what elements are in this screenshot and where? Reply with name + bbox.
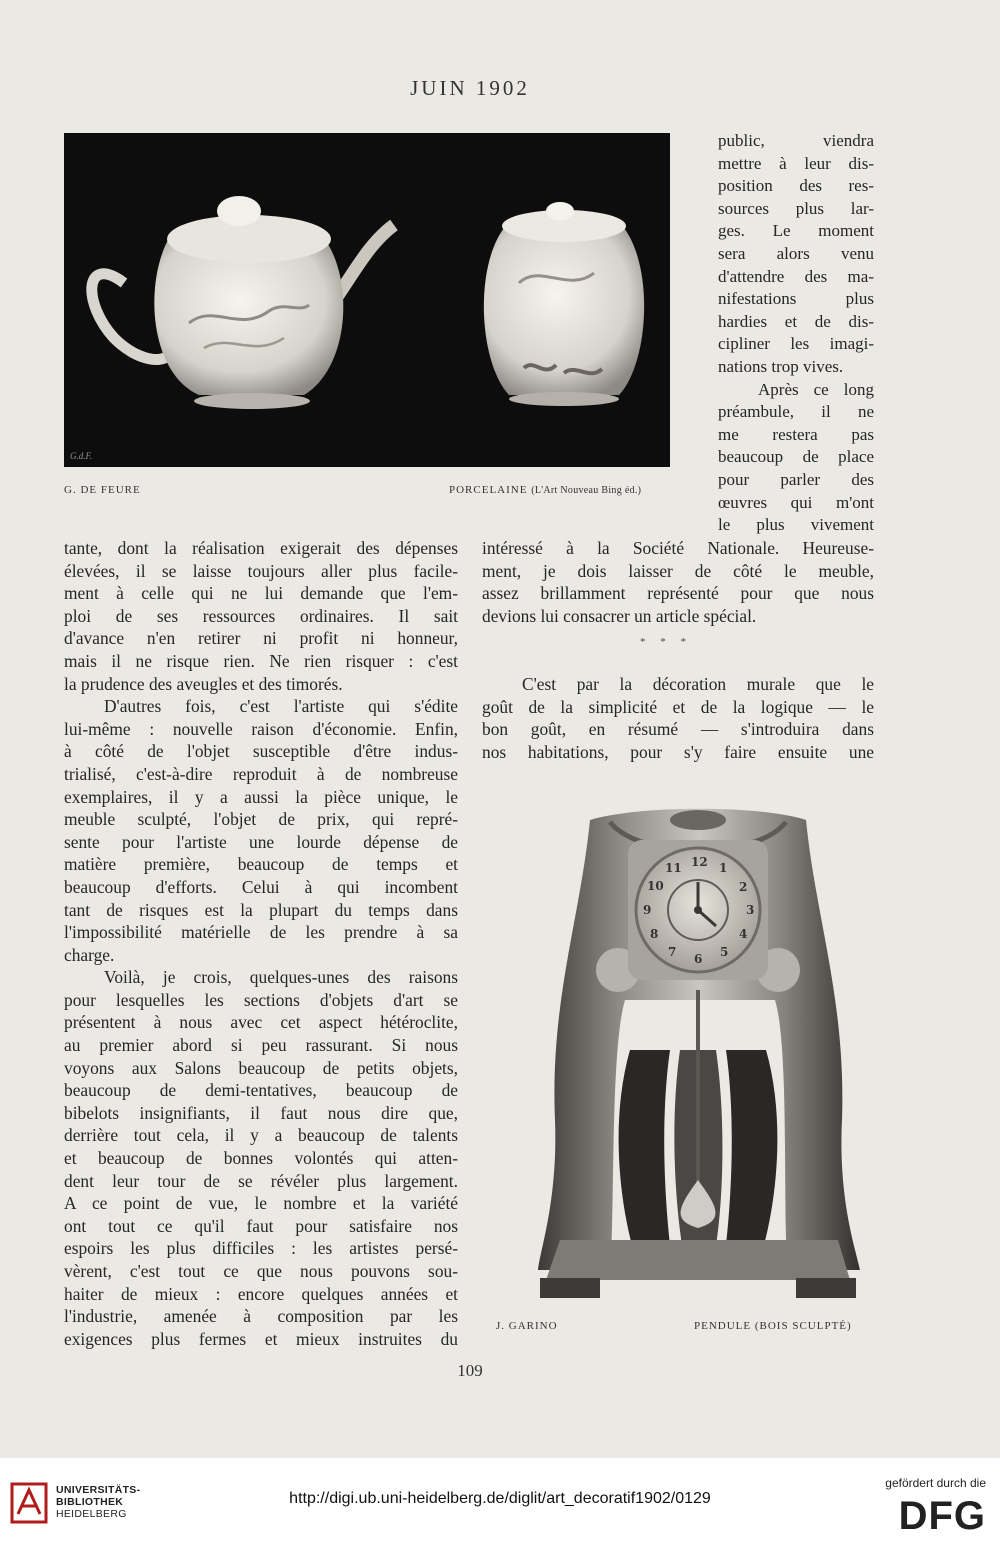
text-line: mais il ne risque rien. Ne rien risquer : c'est [64, 650, 458, 671]
text-line: au premier abord si peu rassurant. Si nous [64, 1035, 458, 1056]
text-line: Après ce long [758, 379, 874, 399]
porcelain-photo [64, 133, 670, 467]
text-line: dent leur tour de se révéler plus largement. [64, 1170, 458, 1191]
text-line: espoirs les plus difficiles : les artistes persé- [64, 1238, 458, 1259]
text-line: goût de la simplicité et de la logique — le [482, 696, 874, 717]
text-line: hardies et de dis- [718, 311, 874, 331]
text-line: lui-même : nouvelle raison d'économie. Enfin, [64, 718, 458, 739]
text-line: l'impossibilité matérielle de les prendre à sa [64, 922, 458, 943]
text-line: et beaucoup de bonnes volontés qui atten- [64, 1148, 458, 1169]
text-line: vèrent, c'est tout ce que nous pouvons sou- [64, 1261, 458, 1281]
text-line: cipliner les imagi- [718, 334, 874, 354]
text-line: sera alors venu [718, 243, 874, 263]
caption-left-clock: J. GARINO [496, 1320, 558, 1332]
text-line: public, viendra [718, 131, 874, 150]
text-line: pour parler des [718, 469, 874, 489]
right-column-middle [482, 537, 874, 627]
text-line: à côté de l'objet susceptible d'être indus- [64, 741, 458, 762]
institution-line: HEIDELBERG [56, 1508, 127, 1520]
dial-number-9: 9 [643, 903, 652, 917]
text-line: sente pour l'artiste une lourde dépense de [64, 831, 458, 852]
text-line: beaucoup d'efforts. Celui à qui incombent [64, 876, 458, 897]
text-line: Voilà, je crois, quelques-unes des raisons [104, 967, 458, 988]
dial-number-11: 11 [665, 861, 682, 875]
page-number: 109 [457, 1361, 483, 1380]
text-line: me restera pas [718, 424, 874, 444]
text-line: bibelots insignifiants, il faut nous dire que, [64, 1102, 458, 1123]
text-line: meuble sculpté, l'objet de prix, qui repré- [64, 809, 458, 830]
text-line: D'autres fois, c'est l'artiste qui s'édite [104, 696, 458, 717]
text-line: ges. Le moment [718, 221, 874, 241]
dial-number-6: 6 [694, 952, 703, 966]
funding-label: gefördert durch die [885, 1476, 986, 1490]
caption-right-top-title: PORCELAINE [449, 484, 528, 496]
text-line: nos habitations, pour s'y faire ensuite une [482, 741, 874, 762]
caption-right-top [449, 484, 641, 496]
caption-right-clock: PENDULE (BOIS SCULPTÉ) [694, 1320, 852, 1332]
text-line: nations trop vives. [718, 356, 844, 376]
dial-number-2: 2 [739, 880, 748, 894]
text-line: sources plus lar- [718, 198, 874, 218]
dfg-logo: DFG [898, 1494, 986, 1538]
text-line: ont tout ce qu'il faut pour satisfaire nos [64, 1215, 458, 1236]
text-line: ment à celle qui ne lui demande que l'em- [64, 583, 458, 604]
text-line: beaucoup de place [718, 447, 874, 467]
text-line: bon goût, en résumé — s'introduira dans [482, 719, 874, 740]
text-line: trialisé, c'est-à-dire reproduit à de nombreuse [64, 763, 458, 784]
text-line: nifestations plus [718, 289, 874, 309]
text-line: pour lesquelles les sections d'objets d'art se [64, 989, 458, 1010]
text-line: élevées, il se laisse toujours aller plus facile- [64, 560, 458, 581]
text-line: voyons aux Salons beaucoup de petits objets, [64, 1057, 458, 1078]
caption-left-top: G. DE FEURE [64, 484, 141, 496]
text-line: œuvres qui m'ont [718, 492, 874, 512]
text-line: préambule, il ne [718, 402, 874, 422]
text-line: mettre à leur dis- [718, 153, 874, 173]
text-line: tant de risques est la plupart du temps dans [64, 899, 458, 920]
text-line: derrière tout cela, il y a beaucoup de talents [64, 1125, 458, 1146]
section-separator: * * * [640, 636, 692, 648]
right-column-section [482, 673, 874, 763]
dial-number-10: 10 [647, 879, 664, 893]
dial-number-4: 4 [739, 927, 748, 941]
text-line: ment, je dois laisser de côté le meuble, [482, 560, 874, 581]
photo-signature: G.d.F. [70, 451, 93, 461]
institution-line: BIBLIOTHEK [56, 1496, 124, 1508]
text-line: exigences plus fermes et mieux instruites du [64, 1328, 458, 1349]
text-line: charge. [64, 944, 115, 965]
text-line: devions lui consacrer un article spécial. [482, 605, 757, 626]
text-line: C'est par la décoration murale que le [522, 674, 874, 694]
text-line: présentent à nous avec cet aspect hétéroclite, [64, 1012, 458, 1033]
text-line: la prudence des aveugles et des timorés. [64, 673, 343, 694]
text-line: assez brillamment représenté pour que nous [482, 583, 874, 604]
dial-number-8: 8 [650, 927, 659, 941]
text-line: le plus vivement [718, 515, 874, 535]
text-line: beaucoup de demi-tentatives, beaucoup de [64, 1080, 458, 1101]
left-column [64, 537, 458, 1350]
dial-number-5: 5 [720, 945, 729, 959]
clock-photo [520, 800, 876, 1312]
source-url[interactable]: http://digi.ub.uni-heidelberg.de/diglit/art_decoratif1902/0129 [289, 1490, 711, 1507]
text-line: haiter de mieux : encore quelques années et [64, 1283, 458, 1304]
right-column-top [718, 130, 874, 537]
dial-number-3: 3 [746, 903, 755, 917]
text-line: d'avance n'en retirer ni profit ni honneur, [64, 628, 458, 649]
jar-figure [484, 202, 644, 406]
dial-number-12: 12 [691, 855, 708, 869]
text-line: d'attendre des ma- [718, 266, 874, 286]
text-line: tante, dont la réalisation exigerait des dépenses [64, 538, 458, 558]
text-line: intéressé à la Société Nationale. Heureuse- [482, 538, 874, 558]
text-line: exemplaires, il y a aussi la pièce unique, le [64, 786, 458, 807]
caption-right-top-note: (L'Art Nouveau Bing éd.) [531, 485, 642, 496]
text-line: A ce point de vue, le nombre et la variété [64, 1193, 458, 1214]
page-header: JUIN 1902 [410, 76, 530, 100]
text-line: ploi de ses ressources ordinaires. Il sait [64, 605, 458, 626]
text-line: matière première, beaucoup de temps et [64, 854, 458, 875]
institution-line: UNIVERSITÄTS- [56, 1484, 141, 1496]
text-line: position des res- [718, 176, 874, 196]
text-line: l'industrie, amenée à composition par les [64, 1306, 458, 1327]
dial-number-1: 1 [719, 861, 728, 875]
library-footer [0, 1458, 1000, 1544]
dial-number-7: 7 [668, 945, 677, 959]
